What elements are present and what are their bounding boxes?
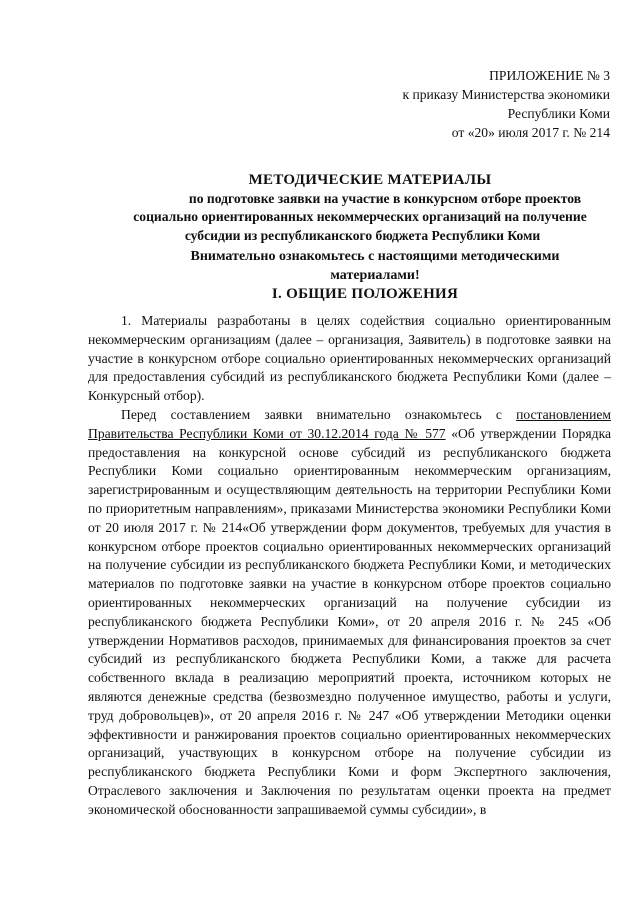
attention-notice — [140, 248, 610, 285]
document-title — [70, 171, 640, 245]
body-text — [88, 312, 611, 820]
title-line-3: субсидии из республиканского бюджета Республики Коми — [184, 227, 541, 243]
appendix-header — [402, 66, 610, 142]
paragraph-2-rest: «Об утверждении Порядка предоставления на конкурсной основе субсидий из республиканского бюджета Республики Коми социально ориентированным некоммерческим организациям, зарегистрированным и осуществляющим деятельность на территории Республики Коми по приоритетным направлениям», приказами Министерства экономики Республики Коми от 20 июля 2017 г. № 214«Об утверждении форм документов, требуемых для участия в конкурсном отборе проектов социально ориентированных некоммерческих организаций на получение субсидии из республиканского бюджета Республики Коми, и методических материалов по подготовке заявки на участие в конкурсном отборе проектов социально ориентированных некоммерческих организаций на получение субсидии из республиканского бюджета Республики Коми», от 20 апреля 2016 г. № 245 «Об утверждении Нормативов расходов, принимаемых для финансирования проектов за счет субсидий из республиканского бюджета Республики Коми, а также для расчета собственного вклада в реализацию мероприятий проекта, источником которых не являются денежные средства (безвозмездно полученное имущество, работы и услуги, труд добровольцев)», от 20 апреля 2016 г. № 247 «Об утверждении Методики оценки эффективности и ранжирования проектов социально ориентированных некоммерческих организаций, участвующих в конкурсном отборе на получение субсидии из республиканского бюджета Республики Коми и форм Экспертного заключения, Отраслевого заключения и Заключения по результатам оценки проекта на предмет экономической обоснованности запрашиваемой суммы субсидии», в — [88, 425, 612, 817]
paragraph-2 — [88, 406, 611, 820]
appendix-order-ref: к приказу Министерства экономики — [402, 87, 610, 102]
title-line-1: по подготовке заявки на участие в конкурсном отборе проектов — [188, 190, 582, 206]
section-heading: I. ОБЩИЕ ПОЛОЖЕНИЯ — [271, 286, 459, 302]
paragraph-2-start: Перед составлением заявки внимательно ознакомьтесь с — [121, 406, 517, 422]
appendix-date: от «20» июля 2017 г. № 214 — [451, 125, 610, 140]
resolution-link[interactable]: постановлением Правительства Республики Коми от 30.12.2014 года № 577 — [88, 406, 611, 441]
notice-line-2: материалами! — [330, 267, 420, 283]
title-main: МЕТОДИЧЕСКИЕ МАТЕРИАЛЫ — [248, 172, 492, 188]
title-line-2: социально ориентированных некоммерческих организаций на получение — [133, 209, 587, 224]
notice-line-1: Внимательно ознакомьтесь с настоящими методическими — [190, 249, 560, 264]
appendix-number: ПРИЛОЖЕНИЕ № 3 — [489, 68, 610, 83]
paragraph-1: 1. Материалы разработаны в целях содействия социально ориентированным некоммерческим организациям (далее – организация, Заявитель) в подготовке заявки на участие в конкурсном отборе социально ориентированных некоммерческих организаций для предоставления субсидий из республиканского бюджета Республики Коми (далее – Конкурсный отбор). — [88, 313, 611, 404]
appendix-republic: Республики Коми — [507, 106, 610, 121]
